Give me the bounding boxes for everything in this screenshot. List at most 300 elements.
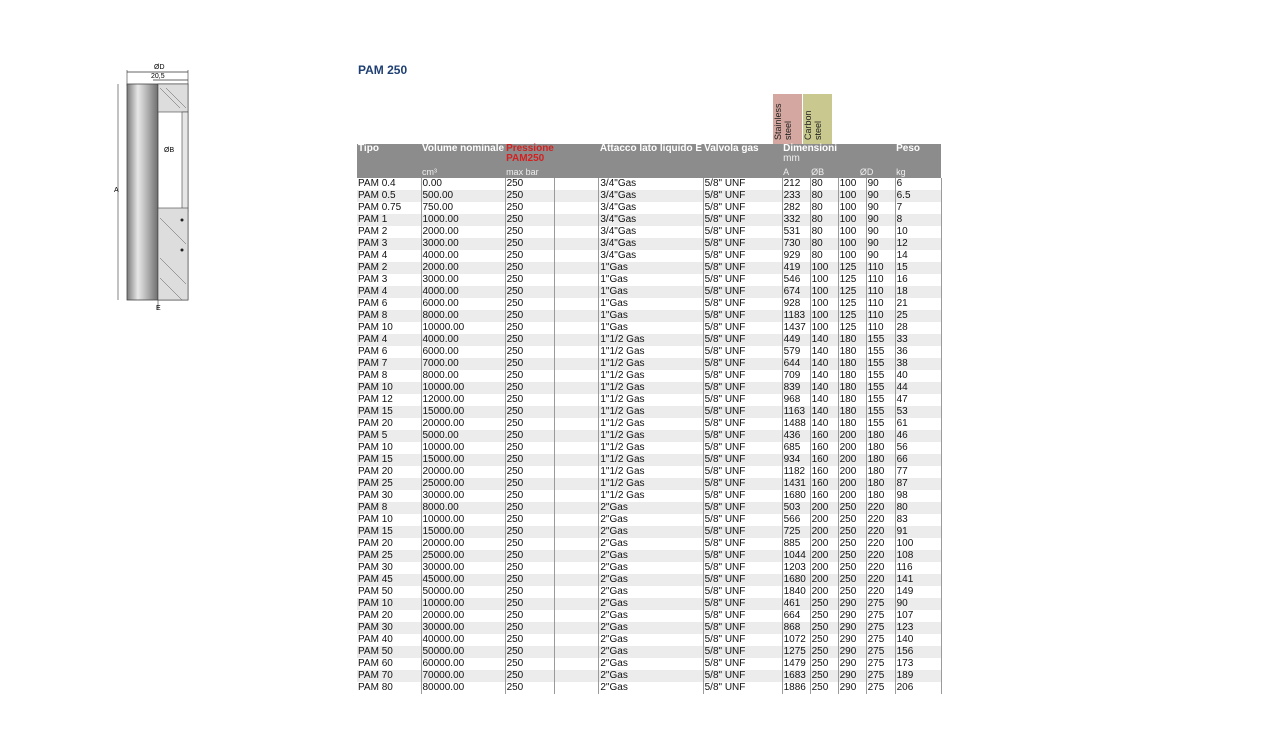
table-row	[357, 334, 941, 346]
cell-a: 1431	[782, 478, 810, 490]
cell-d-stainless: 100	[838, 214, 866, 226]
cell-peso: 87	[895, 478, 941, 490]
cell-tipo: PAM 0.5	[357, 190, 421, 202]
cell-valvola: 5/8" UNF	[703, 598, 782, 610]
cell-d-stainless: 100	[838, 250, 866, 262]
spec-table	[357, 144, 942, 694]
cell-d-carbon: 110	[866, 262, 895, 274]
cell-attacco: 3/4"Gas	[599, 202, 703, 214]
cell-peso: 47	[895, 394, 941, 406]
table-header-row	[357, 144, 941, 167]
cell-volume: 30000.00	[421, 622, 505, 634]
cell-attacco: 1"1/2 Gas	[599, 478, 703, 490]
cell-volume: 25000.00	[421, 550, 505, 562]
cell-attacco: 2"Gas	[599, 514, 703, 526]
cell-pressione: 250	[505, 226, 555, 238]
cell-tipo: PAM 7	[357, 358, 421, 370]
cell-b: 80	[810, 178, 838, 190]
cell-volume: 25000.00	[421, 478, 505, 490]
cell-a: 436	[782, 430, 810, 442]
table-row	[357, 454, 941, 466]
header-peso: Peso	[895, 144, 941, 167]
cell-tipo: PAM 50	[357, 646, 421, 658]
cell-blank	[555, 178, 599, 190]
cell-d-stainless: 125	[838, 310, 866, 322]
cell-a: 685	[782, 442, 810, 454]
cell-attacco: 2"Gas	[599, 634, 703, 646]
cell-tipo: PAM 50	[357, 586, 421, 598]
cell-valvola: 5/8" UNF	[703, 262, 782, 274]
cell-tipo: PAM 1	[357, 214, 421, 226]
cell-d-stainless: 125	[838, 286, 866, 298]
cell-peso: 10	[895, 226, 941, 238]
cell-blank	[555, 622, 599, 634]
cell-d-stainless: 100	[838, 202, 866, 214]
cell-volume: 50000.00	[421, 586, 505, 598]
cell-peso: 141	[895, 574, 941, 586]
table-row	[357, 610, 941, 622]
cell-a: 934	[782, 454, 810, 466]
cell-volume: 15000.00	[421, 526, 505, 538]
cell-d-stainless: 250	[838, 526, 866, 538]
cell-b: 200	[810, 574, 838, 586]
cell-d-carbon: 90	[866, 190, 895, 202]
cell-peso: 18	[895, 286, 941, 298]
cell-tipo: PAM 80	[357, 682, 421, 694]
cell-volume: 50000.00	[421, 646, 505, 658]
cell-peso: 36	[895, 346, 941, 358]
cell-d-carbon: 275	[866, 622, 895, 634]
cell-a: 449	[782, 334, 810, 346]
cell-valvola: 5/8" UNF	[703, 190, 782, 202]
cell-volume: 0.00	[421, 178, 505, 190]
cell-valvola: 5/8" UNF	[703, 682, 782, 694]
table-row	[357, 298, 941, 310]
cell-attacco: 1"1/2 Gas	[599, 346, 703, 358]
cell-attacco: 2"Gas	[599, 610, 703, 622]
cell-valvola: 5/8" UNF	[703, 406, 782, 418]
cell-peso: 14	[895, 250, 941, 262]
table-row	[357, 178, 941, 190]
cell-tipo: PAM 8	[357, 370, 421, 382]
cell-peso: 149	[895, 586, 941, 598]
cell-attacco: 1"Gas	[599, 286, 703, 298]
cell-d-carbon: 155	[866, 418, 895, 430]
cell-a: 503	[782, 502, 810, 514]
cell-b: 200	[810, 514, 838, 526]
table-row	[357, 382, 941, 394]
cell-volume: 12000.00	[421, 394, 505, 406]
unit-peso: kg	[895, 167, 941, 178]
cell-pressione: 250	[505, 358, 555, 370]
cell-b: 200	[810, 526, 838, 538]
cell-blank	[555, 502, 599, 514]
cell-valvola: 5/8" UNF	[703, 586, 782, 598]
cell-pressione: 250	[505, 562, 555, 574]
cell-peso: 189	[895, 670, 941, 682]
cell-volume: 1000.00	[421, 214, 505, 226]
cell-d-stainless: 290	[838, 658, 866, 670]
cell-valvola: 5/8" UNF	[703, 538, 782, 550]
cell-b: 160	[810, 442, 838, 454]
cell-peso: 53	[895, 406, 941, 418]
table-row	[357, 562, 941, 574]
dim-205-label: 20,5	[151, 73, 165, 80]
cell-valvola: 5/8" UNF	[703, 514, 782, 526]
cell-d-carbon: 275	[866, 646, 895, 658]
cell-attacco: 2"Gas	[599, 646, 703, 658]
stainless-steel-label: Stainless steel	[773, 94, 802, 144]
cell-attacco: 2"Gas	[599, 658, 703, 670]
cell-tipo: PAM 40	[357, 634, 421, 646]
cell-valvola: 5/8" UNF	[703, 274, 782, 286]
cell-peso: 15	[895, 262, 941, 274]
cell-b: 200	[810, 562, 838, 574]
cell-attacco: 2"Gas	[599, 598, 703, 610]
cell-d-carbon: 180	[866, 430, 895, 442]
cell-d-stainless: 250	[838, 562, 866, 574]
cell-valvola: 5/8" UNF	[703, 442, 782, 454]
cell-d-carbon: 275	[866, 670, 895, 682]
cell-attacco: 1"1/2 Gas	[599, 406, 703, 418]
cell-volume: 6000.00	[421, 298, 505, 310]
cell-valvola: 5/8" UNF	[703, 490, 782, 502]
cell-pressione: 250	[505, 418, 555, 430]
cell-volume: 8000.00	[421, 502, 505, 514]
cell-b: 80	[810, 250, 838, 262]
cell-blank	[555, 454, 599, 466]
cell-tipo: PAM 60	[357, 658, 421, 670]
cell-blank	[555, 346, 599, 358]
cell-b: 100	[810, 298, 838, 310]
table-row	[357, 598, 941, 610]
table-row	[357, 406, 941, 418]
cell-a: 968	[782, 394, 810, 406]
cell-d-carbon: 90	[866, 202, 895, 214]
table-row	[357, 550, 941, 562]
cell-blank	[555, 634, 599, 646]
cell-b: 160	[810, 478, 838, 490]
cell-blank	[555, 490, 599, 502]
cell-blank	[555, 538, 599, 550]
cell-attacco: 1"1/2 Gas	[599, 442, 703, 454]
cell-a: 233	[782, 190, 810, 202]
cell-tipo: PAM 45	[357, 574, 421, 586]
cell-attacco: 2"Gas	[599, 574, 703, 586]
cell-pressione: 250	[505, 658, 555, 670]
cell-d-stainless: 100	[838, 178, 866, 190]
cell-peso: 6.5	[895, 190, 941, 202]
cell-peso: 77	[895, 466, 941, 478]
cell-attacco: 3/4"Gas	[599, 214, 703, 226]
cell-peso: 90	[895, 598, 941, 610]
cell-volume: 20000.00	[421, 466, 505, 478]
cell-blank	[555, 334, 599, 346]
cell-pressione: 250	[505, 538, 555, 550]
sub-b: ØB	[810, 167, 838, 178]
cell-peso: 61	[895, 418, 941, 430]
cell-a: 1044	[782, 550, 810, 562]
cell-d-carbon: 275	[866, 658, 895, 670]
sub-a: A	[782, 167, 810, 178]
cell-valvola: 5/8" UNF	[703, 286, 782, 298]
cell-pressione: 250	[505, 406, 555, 418]
cell-attacco: 2"Gas	[599, 622, 703, 634]
cell-d-stainless: 100	[838, 238, 866, 250]
cell-peso: 56	[895, 442, 941, 454]
cell-d-stainless: 290	[838, 646, 866, 658]
table-row	[357, 634, 941, 646]
cell-d-carbon: 220	[866, 574, 895, 586]
cell-a: 212	[782, 178, 810, 190]
cell-peso: 173	[895, 658, 941, 670]
cell-volume: 3000.00	[421, 274, 505, 286]
cell-d-carbon: 220	[866, 562, 895, 574]
cell-d-stainless: 200	[838, 442, 866, 454]
cell-a: 1182	[782, 466, 810, 478]
table-row	[357, 502, 941, 514]
table-row	[357, 430, 941, 442]
cell-volume: 10000.00	[421, 442, 505, 454]
cell-d-carbon: 275	[866, 610, 895, 622]
cell-blank	[555, 682, 599, 694]
cell-b: 80	[810, 202, 838, 214]
cell-b: 250	[810, 646, 838, 658]
cell-tipo: PAM 12	[357, 394, 421, 406]
cell-tipo: PAM 8	[357, 310, 421, 322]
cell-b: 140	[810, 382, 838, 394]
table-row	[357, 358, 941, 370]
cell-blank	[555, 250, 599, 262]
cell-pressione: 250	[505, 634, 555, 646]
cell-peso: 116	[895, 562, 941, 574]
cell-a: 1437	[782, 322, 810, 334]
cell-peso: 80	[895, 502, 941, 514]
cell-pressione: 250	[505, 478, 555, 490]
cell-d-carbon: 220	[866, 526, 895, 538]
table-units-row	[357, 167, 941, 178]
cell-a: 664	[782, 610, 810, 622]
cell-b: 140	[810, 370, 838, 382]
cell-tipo: PAM 4	[357, 334, 421, 346]
cell-attacco: 1"Gas	[599, 322, 703, 334]
dim-od-label: ØD	[154, 64, 165, 71]
table-row	[357, 490, 941, 502]
cell-valvola: 5/8" UNF	[703, 634, 782, 646]
cell-d-carbon: 275	[866, 598, 895, 610]
cell-peso: 12	[895, 238, 941, 250]
cell-d-carbon: 220	[866, 502, 895, 514]
cell-pressione: 250	[505, 454, 555, 466]
header-valvola: Valvola gas	[703, 144, 782, 167]
cell-d-stainless: 100	[838, 190, 866, 202]
cell-tipo: PAM 2	[357, 226, 421, 238]
cell-peso: 40	[895, 370, 941, 382]
cell-d-carbon: 155	[866, 370, 895, 382]
cell-blank	[555, 226, 599, 238]
cell-peso: 83	[895, 514, 941, 526]
cell-pressione: 250	[505, 202, 555, 214]
cell-tipo: PAM 6	[357, 298, 421, 310]
cell-attacco: 1"1/2 Gas	[599, 454, 703, 466]
cell-d-carbon: 275	[866, 682, 895, 694]
cell-valvola: 5/8" UNF	[703, 226, 782, 238]
header-attacco: Attacco lato liquido E	[599, 144, 703, 167]
cell-a: 546	[782, 274, 810, 286]
cell-attacco: 1"1/2 Gas	[599, 418, 703, 430]
cell-blank	[555, 466, 599, 478]
cell-attacco: 1"1/2 Gas	[599, 466, 703, 478]
cell-d-stainless: 180	[838, 418, 866, 430]
cell-d-stainless: 290	[838, 670, 866, 682]
cell-d-carbon: 90	[866, 238, 895, 250]
cell-d-carbon: 180	[866, 466, 895, 478]
table-row	[357, 202, 941, 214]
header-blank	[555, 144, 599, 167]
cell-peso: 108	[895, 550, 941, 562]
cell-valvola: 5/8" UNF	[703, 610, 782, 622]
table-row	[357, 250, 941, 262]
cell-blank	[555, 430, 599, 442]
cell-d-carbon: 220	[866, 514, 895, 526]
table-row	[357, 286, 941, 298]
cell-a: 1479	[782, 658, 810, 670]
cell-pressione: 250	[505, 490, 555, 502]
table-row	[357, 538, 941, 550]
cell-peso: 91	[895, 526, 941, 538]
table-row	[357, 586, 941, 598]
cell-volume: 20000.00	[421, 418, 505, 430]
cell-tipo: PAM 0.4	[357, 178, 421, 190]
cell-valvola: 5/8" UNF	[703, 562, 782, 574]
cell-tipo: PAM 8	[357, 502, 421, 514]
cell-d-stainless: 290	[838, 610, 866, 622]
cell-tipo: PAM 15	[357, 454, 421, 466]
cell-attacco: 2"Gas	[599, 526, 703, 538]
table-row	[357, 526, 941, 538]
cell-d-stainless: 250	[838, 538, 866, 550]
cell-d-stainless: 290	[838, 634, 866, 646]
cell-volume: 500.00	[421, 190, 505, 202]
table-row	[357, 214, 941, 226]
cylinder-body	[127, 84, 158, 300]
cell-pressione: 250	[505, 370, 555, 382]
cell-b: 140	[810, 346, 838, 358]
cell-tipo: PAM 2	[357, 262, 421, 274]
cell-volume: 15000.00	[421, 454, 505, 466]
cell-a: 839	[782, 382, 810, 394]
cell-attacco: 3/4"Gas	[599, 238, 703, 250]
cell-attacco: 1"Gas	[599, 262, 703, 274]
cell-blank	[555, 418, 599, 430]
cell-a: 929	[782, 250, 810, 262]
cell-tipo: PAM 10	[357, 322, 421, 334]
cell-a: 1886	[782, 682, 810, 694]
cell-peso: 156	[895, 646, 941, 658]
cell-peso: 98	[895, 490, 941, 502]
cell-pressione: 250	[505, 274, 555, 286]
cell-pressione: 250	[505, 238, 555, 250]
cell-d-stainless: 290	[838, 598, 866, 610]
cell-b: 140	[810, 334, 838, 346]
cell-peso: 46	[895, 430, 941, 442]
cell-d-carbon: 155	[866, 334, 895, 346]
cell-d-stainless: 200	[838, 430, 866, 442]
cell-tipo: PAM 20	[357, 538, 421, 550]
cell-d-stainless: 250	[838, 502, 866, 514]
cell-attacco: 2"Gas	[599, 538, 703, 550]
cell-d-stainless: 200	[838, 478, 866, 490]
cell-tipo: PAM 20	[357, 610, 421, 622]
cell-d-carbon: 220	[866, 586, 895, 598]
cell-tipo: PAM 3	[357, 238, 421, 250]
cell-a: 674	[782, 286, 810, 298]
cell-blank	[555, 670, 599, 682]
cell-pressione: 250	[505, 394, 555, 406]
cell-a: 725	[782, 526, 810, 538]
cell-b: 100	[810, 322, 838, 334]
cell-blank	[555, 370, 599, 382]
cell-blank	[555, 322, 599, 334]
table-row	[357, 226, 941, 238]
cell-d-stainless: 200	[838, 490, 866, 502]
cell-peso: 44	[895, 382, 941, 394]
cell-d-carbon: 90	[866, 178, 895, 190]
cell-d-stainless: 250	[838, 586, 866, 598]
cell-tipo: PAM 15	[357, 406, 421, 418]
cell-blank	[555, 190, 599, 202]
cell-blank	[555, 358, 599, 370]
cell-blank	[555, 298, 599, 310]
cell-d-carbon: 110	[866, 286, 895, 298]
cell-d-carbon: 155	[866, 394, 895, 406]
cell-pressione: 250	[505, 574, 555, 586]
header-tipo: Tipo	[357, 144, 421, 167]
cell-peso: 206	[895, 682, 941, 694]
table-row	[357, 322, 941, 334]
cell-blank	[555, 262, 599, 274]
cell-a: 1203	[782, 562, 810, 574]
cell-volume: 6000.00	[421, 346, 505, 358]
cell-valvola: 5/8" UNF	[703, 502, 782, 514]
cell-b: 250	[810, 670, 838, 682]
cell-d-stainless: 290	[838, 622, 866, 634]
cell-pressione: 250	[505, 466, 555, 478]
cell-tipo: PAM 6	[357, 346, 421, 358]
cell-volume: 20000.00	[421, 610, 505, 622]
cell-blank	[555, 238, 599, 250]
cell-d-stainless: 290	[838, 682, 866, 694]
cell-valvola: 5/8" UNF	[703, 574, 782, 586]
cell-a: 709	[782, 370, 810, 382]
cell-tipo: PAM 70	[357, 670, 421, 682]
cell-d-stainless: 250	[838, 550, 866, 562]
cell-pressione: 250	[505, 598, 555, 610]
cell-valvola: 5/8" UNF	[703, 622, 782, 634]
cell-valvola: 5/8" UNF	[703, 670, 782, 682]
cell-volume: 4000.00	[421, 250, 505, 262]
unit-volume: cm³	[421, 167, 505, 178]
cell-peso: 140	[895, 634, 941, 646]
unit-pressione: max bar	[505, 167, 555, 178]
cell-attacco: 2"Gas	[599, 550, 703, 562]
cell-b: 140	[810, 418, 838, 430]
dim-e-label: E	[156, 305, 161, 312]
cell-pressione: 250	[505, 682, 555, 694]
cell-b: 250	[810, 634, 838, 646]
cell-tipo: PAM 10	[357, 442, 421, 454]
cell-valvola: 5/8" UNF	[703, 646, 782, 658]
